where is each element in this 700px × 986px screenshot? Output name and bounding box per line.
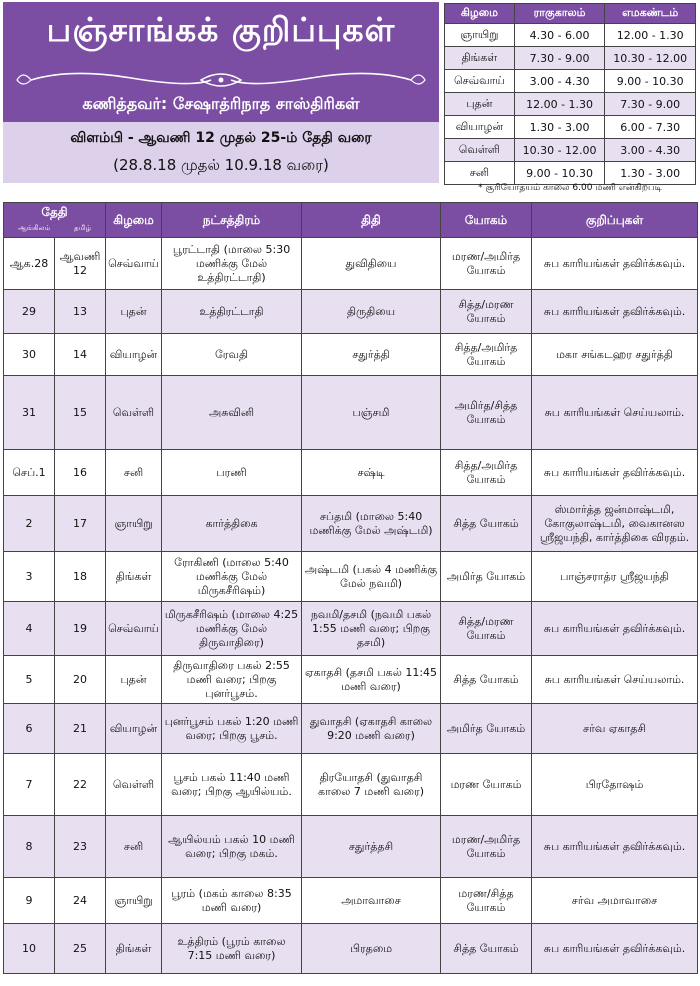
cell-star: பரணி [162,450,302,496]
cell-star: புனர்பூசம் பகல் 1:20 மணி வரை; பிறகு பூசம். [162,704,302,754]
cell-date-tamil: 17 [55,496,106,552]
cell-notes: சுப காரியங்கள் தவிர்க்கவும். [532,450,698,496]
cell-star: திருவாதிரை பகல் 2:55 மணி வரை; பிறகு புனர்பூசம். [162,656,302,704]
cell-day: திங்கள் [106,924,162,974]
rahu-cell-day: வெள்ளி [445,139,515,162]
cell-star: பூரம் (மகம் காலை 8:35 மணி வரை) [162,878,302,924]
cell-day: புதன் [106,290,162,334]
rahu-row [445,47,696,70]
cell-star: மிருகசீரிஷம் (மாலை 4:25 மணிக்கு மேல் திருவாதிரை) [162,602,302,656]
cell-date-tamil: 19 [55,602,106,656]
cell-star: உத்திரட்டாதி [162,290,302,334]
rahu-cell-rahukalam: 1.30 - 3.00 [514,116,605,139]
rahu-col-yamagandam: எமகண்டம் [605,4,696,24]
rahu-cell-yamagandam: 10.30 - 12.00 [605,47,696,70]
table-row [4,376,698,450]
cell-star: கார்த்திகை [162,496,302,552]
cell-date-english: 30 [4,334,55,376]
table-row [4,334,698,376]
cell-day: செவ்வாய் [106,238,162,290]
cell-star: ரோகிணி (மாலை 5:40 மணிக்கு மேல் மிருகசீரிஷம்) [162,552,302,602]
cell-date-tamil: 18 [55,552,106,602]
table-row [4,878,698,924]
cell-day: திங்கள் [106,552,162,602]
col-tithi: திதி [302,203,441,238]
cell-date-english: ஆக.28 [4,238,55,290]
rahu-table-body [445,24,696,185]
cell-tithi: திரயோதசி (துவாதசி காலை 7 மணி வரை) [302,754,441,816]
cell-notes: சுப காரியங்கள் செய்யலாம். [532,656,698,704]
cell-notes: மகா சங்கடஹர சதுர்த்தி [532,334,698,376]
cell-star: ஆயில்யம் பகல் 10 மணி வரை; பிறகு மகம். [162,816,302,878]
col-day: கிழமை [106,203,162,238]
cell-star: பூரட்டாதி (மாலை 5:30 மணிக்கு மேல் உத்திரட்டாதி) [162,238,302,290]
cell-tithi: ஏகாதசி (தசமி பகல் 11:45 மணி வரை) [302,656,441,704]
cell-date-english: 9 [4,878,55,924]
table-row [4,924,698,974]
rahu-kalam-table [444,3,696,185]
cell-date-english: 29 [4,290,55,334]
rahu-cell-yamagandam: 9.00 - 10.30 [605,70,696,93]
cell-yogam: சித்த/மரண யோகம் [441,290,532,334]
rahu-row [445,24,696,47]
cell-date-english: 8 [4,816,55,878]
cell-star: உத்திரம் (பூரம் காலை 7:15 மணி வரை) [162,924,302,974]
cell-date-english: 4 [4,602,55,656]
cell-date-english: 2 [4,496,55,552]
cell-yogam: சித்த யோகம் [441,496,532,552]
table-row [4,450,698,496]
cell-date-tamil: 25 [55,924,106,974]
col-date-sublabels [6,221,103,235]
main-header-row [4,203,698,238]
cell-yogam: அமிர்த/சித்த யோகம் [441,376,532,450]
cell-tithi: சப்தமி (மாலை 5:40 மணிக்கு மேல் அஷ்டமி) [302,496,441,552]
dates-line: (28.8.18 முதல் 10.9.18 வரை) [113,156,329,174]
cell-day: வெள்ளி [106,754,162,816]
cell-yogam: அமிர்த யோகம் [441,552,532,602]
rahu-cell-day: ஞாயிறு [445,24,515,47]
cell-yogam: சித்த/அமிர்த யோகம் [441,450,532,496]
cell-tithi: சதுர்த்தசி [302,816,441,878]
cell-tithi: திருதியை [302,290,441,334]
table-row [4,704,698,754]
rahu-cell-yamagandam: 1.30 - 3.00 [605,162,696,185]
cell-notes: பாஞ்சராத்ர ஸ்ரீஜயந்தி [532,552,698,602]
col-date-label: தேதி [41,205,68,219]
table-row [4,602,698,656]
cell-yogam: அமிர்த யோகம் [441,704,532,754]
cell-date-tamil: 23 [55,816,106,878]
cell-date-tamil: 14 [55,334,106,376]
cell-date-tamil: 13 [55,290,106,334]
table-row [4,816,698,878]
cell-tithi: பஞ்சமி [302,376,441,450]
cell-tithi: அமாவாசை [302,878,441,924]
rahu-row [445,162,696,185]
col-date-english: ஆங்கிலம் [17,224,51,232]
cell-notes: சுப காரியங்கள் தவிர்க்கவும். [532,816,698,878]
cell-star: பூசம் பகல் 11:40 மணி வரை; பிறகு ஆயில்யம். [162,754,302,816]
rahu-cell-yamagandam: 12.00 - 1.30 [605,24,696,47]
rahu-col-rahukalam: ராகுகாலம் [514,4,605,24]
cell-day: வெள்ளி [106,376,162,450]
rahu-cell-yamagandam: 7.30 - 9.00 [605,93,696,116]
header-panel [3,2,439,183]
cell-day: ஞாயிறு [106,878,162,924]
rahu-row [445,93,696,116]
rahu-row [445,116,696,139]
cell-notes: சர்வ அமாவாசை [532,878,698,924]
cell-star: அசுவினி [162,376,302,450]
panchangam-table [3,202,698,974]
cell-yogam: சித்த/மரண யோகம் [441,602,532,656]
cell-day: புதன் [106,656,162,704]
cell-date-tamil: ஆவணி 12 [55,238,106,290]
cell-tithi: பிரதமை [302,924,441,974]
cell-day: ஞாயிறு [106,496,162,552]
page-title: பஞ்சாங்கக் குறிப்புகள் [46,10,396,49]
rahu-cell-day: வியாழன் [445,116,515,139]
cell-yogam: சித்த யோகம் [441,656,532,704]
cell-date-english: 3 [4,552,55,602]
cell-tithi: துவிதியை [302,238,441,290]
table-row [4,656,698,704]
cell-tithi: சஷ்டி [302,450,441,496]
rahu-row [445,139,696,162]
cell-day: சனி [106,450,162,496]
cell-day: சனி [106,816,162,878]
cell-notes: ஸ்மார்த்த ஜன்மாஷ்டமி, கோகுலாஷ்டமி, வைகானஸ ஸ்ரீஜயந்தி, கார்த்திகை விரதம். [532,496,698,552]
cell-yogam: மரண/அமிர்த யோகம் [441,816,532,878]
cell-yogam: மரண/அமிர்த யோகம் [441,238,532,290]
rahu-row [445,70,696,93]
cell-date-tamil: 15 [55,376,106,450]
col-date-tamil: தமிழ் [73,224,92,232]
rahu-cell-rahukalam: 9.00 - 10.30 [514,162,605,185]
rahu-cell-day: சனி [445,162,515,185]
cell-day: செவ்வாய் [106,602,162,656]
cell-notes: சுப காரியங்கள் தவிர்க்கவும். [532,238,698,290]
decorative-divider-icon [11,64,431,94]
rahu-cell-rahukalam: 10.30 - 12.00 [514,139,605,162]
col-star: நட்சத்திரம் [162,203,302,238]
period-line: விளம்பி - ஆவணி 12 முதல் 25-ம் தேதி வரை [70,130,372,146]
cell-date-tamil: 22 [55,754,106,816]
rahu-header-row [445,4,696,24]
rahu-cell-day: செவ்வாய் [445,70,515,93]
cell-notes: சுப காரியங்கள் தவிர்க்கவும். [532,924,698,974]
rahu-cell-rahukalam: 7.30 - 9.00 [514,47,605,70]
cell-day: வியாழன் [106,334,162,376]
cell-notes: சுப காரியங்கள் தவிர்க்கவும். [532,602,698,656]
rahu-cell-yamagandam: 6.00 - 7.30 [605,116,696,139]
rahu-cell-yamagandam: 3.00 - 4.30 [605,139,696,162]
author-line: கணித்தவர்: சேஷாத்ரிநாத சாஸ்திரிகள் [82,94,360,113]
panchangam-table-body [4,238,698,974]
cell-yogam: மரண/சித்த யோகம் [441,878,532,924]
cell-date-english: 5 [4,656,55,704]
cell-date-english: 10 [4,924,55,974]
table-row [4,290,698,334]
cell-date-english: 6 [4,704,55,754]
cell-date-english: 31 [4,376,55,450]
cell-tithi: சதுர்த்தி [302,334,441,376]
table-row [4,238,698,290]
rahu-cell-day: திங்கள் [445,47,515,70]
rahu-col-day: கிழமை [445,4,515,24]
cell-notes: சுப காரியங்கள் செய்யலாம். [532,376,698,450]
cell-date-tamil: 24 [55,878,106,924]
cell-yogam: சித்த/அமிர்த யோகம் [441,334,532,376]
rahu-cell-day: புதன் [445,93,515,116]
cell-star: ரேவதி [162,334,302,376]
cell-date-english: செப்.1 [4,450,55,496]
cell-tithi: துவாதசி (ஏகாதசி காலை 9:20 மணி வரை) [302,704,441,754]
cell-date-tamil: 21 [55,704,106,754]
rahu-cell-rahukalam: 3.00 - 4.30 [514,70,605,93]
cell-date-english: 7 [4,754,55,816]
table-row [4,552,698,602]
cell-tithi: நவமி/தசமி (நவமி பகல் 1:55 மணி வரை; பிறகு தசமி) [302,602,441,656]
cell-date-tamil: 20 [55,656,106,704]
col-date [4,203,106,238]
cell-yogam: மரண யோகம் [441,754,532,816]
cell-day: வியாழன் [106,704,162,754]
cell-date-tamil: 16 [55,450,106,496]
cell-tithi: அஷ்டமி (பகல் 4 மணிக்கு மேல் நவமி) [302,552,441,602]
cell-notes: சர்வ ஏகாதசி [532,704,698,754]
col-notes: குறிப்புகள் [532,203,698,238]
table-row [4,496,698,552]
cell-yogam: சித்த யோகம் [441,924,532,974]
sunrise-note: * சூரியோதயம் காலை 6.00 மணி என்கிறபடி [478,183,662,193]
cell-notes: பிரதோஷம் [532,754,698,816]
rahu-cell-rahukalam: 12.00 - 1.30 [514,93,605,116]
rahu-cell-rahukalam: 4.30 - 6.00 [514,24,605,47]
table-row [4,754,698,816]
col-yogam: யோகம் [441,203,532,238]
cell-notes: சுப காரியங்கள் தவிர்க்கவும். [532,290,698,334]
